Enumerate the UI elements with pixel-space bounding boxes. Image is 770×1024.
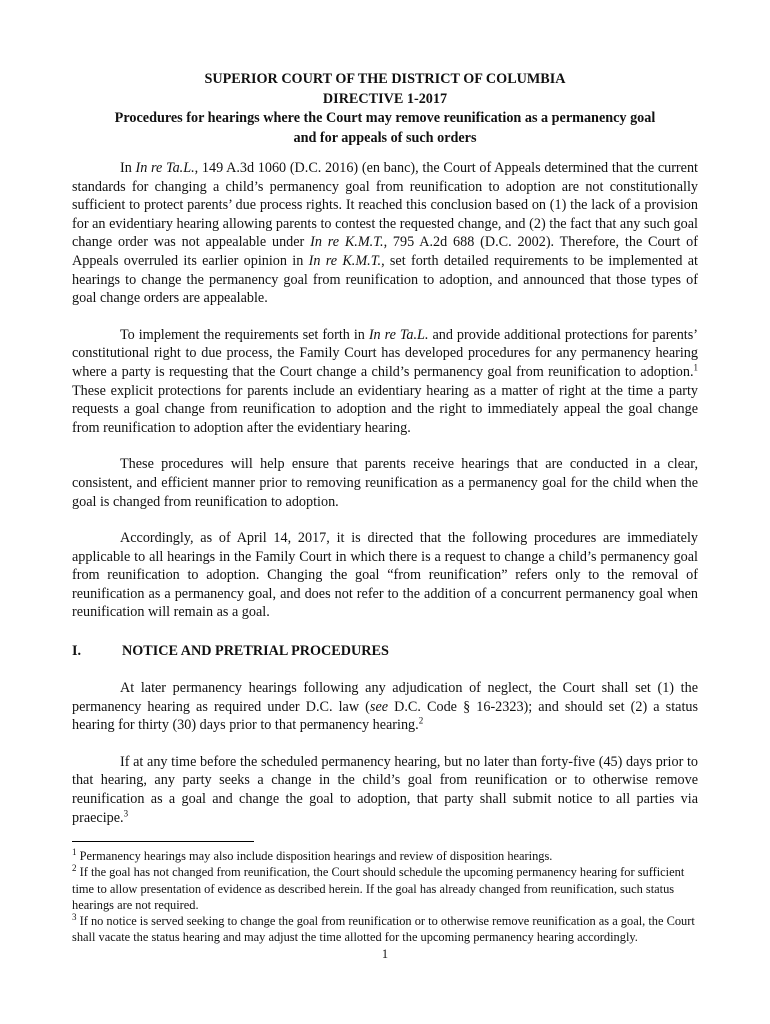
paragraph-2: To implement the requirements set forth in In re Ta.L. and provide additional protections for parents’ constitutional right to due process, the Family Court has developed procedures for any permanency hearing where a party is requesting that the Court change a child’s permanency goal from reunification to adoption.$^1$ These explicit protections for parents include an evidentiary hearing as a matter of right at the time a party requests a goal change from reunification to adoption and the right to immediately appeal the goal change from reunification to adoption after the evidentiary hearing. — [72, 326, 698, 436]
footnote-2: $^2$ If the goal has not changed from reunification, the Court should schedule the upcoming permanency hearing for sufficient time to allow presentation of evidence as described herein. If the goal has already changed from reunification, such status hearings are not required. — [72, 863, 685, 912]
section-heading: I. NOTICE AND PRETRIAL PROCEDURES — [72, 643, 389, 660]
directive-title-line2: and for appeals of such orders — [293, 129, 477, 146]
directive-number: DIRECTIVE 1-2017 — [322, 90, 448, 107]
document-header — [72, 70, 698, 148]
paragraph-6: If at any time before the scheduled permanency hearing, but no later than forty-five (45) days prior to that hearing, any party seeks a change in the child’s goal from reunification or to otherwise remove reunification as a goal and change the goal to adoption, that party shall submit notice to all parties via praecipe.$^3$ — [72, 753, 698, 826]
footnote-1: $^1$ Permanency hearings may also include disposition hearings and review of disposition hearings. — [72, 847, 553, 864]
directive-title-line1: Procedures for hearings where the Court may remove reunification as a permanency goal — [114, 110, 656, 126]
footnote-divider — [72, 841, 254, 842]
footnote-3: $^3$ If no notice is served seeking to change the goal from reunification or to otherwise remove reunification as a goal, the Court shall vacate the status hearing and may adjust the time allotted for the upcoming permanency hearing accordingly. — [72, 911, 695, 945]
footnote-ref-2: 2 — [418, 715, 424, 726]
paragraph-5: At later permanency hearings following any adjudication of neglect, the Court shall set (1) the permanency hearing as required under D.C. law (see D.C. Code § 16-2323); and should set (2) a status hearing for thirty (30) days prior to that permanency hearing.$^2$ — [72, 680, 699, 734]
court-name: SUPERIOR COURT OF THE DISTRICT OF COLUMBIA — [204, 71, 566, 87]
footnote-ref-3: 3 — [123, 807, 129, 818]
paragraph-3: These procedures will help ensure that parents receive hearings that are conducted in a clear, consistent, and efficient manner prior to removing reunification as a permanency goal for the child when the goal is changed from reunification to adoption. — [72, 456, 698, 510]
paragraph-4: Accordingly, as of April 14, 2017, it is directed that the following procedures are immediately applicable to all hearings in the Family Court in which there is a request to change a child’s permanency goal from reunification to adoption. Changing the goal “from reunification” refers only to the removal of reunification as a permanency goal, and does not refer to the addition of a concurrent permanency goal when reunification will remain as a goal. — [72, 530, 698, 621]
footnote-ref-1: 1 — [693, 362, 698, 373]
paragraph-1: In In re Ta.L., 149 A.3d 1060 (D.C. 2016) (en banc), the Court of Appeals determined that the current standards for changing a child’s permanency goal from reunification to adoption are not constitutionally sufficient to protect parents’ due process rights. It reached this conclusion based on (1) the lack of a provision for an evidentiary hearing allowing parents to contest the requested change, and (2) the fact that any such goal change order was not appealable under In re K.M.T., 795 A.2d 688 (D.C. 2002). Therefore, the Court of Appeals overruled its earlier opinion in In re K.M.T., set forth detailed requirements to be implemented at hearings to change the permanency goal from reunification to adoption, and announced that those types of goal change orders are appealable. — [72, 160, 698, 307]
document-page — [72, 70, 698, 962]
page-number: 1 — [381, 947, 389, 962]
footnotes — [72, 848, 698, 945]
